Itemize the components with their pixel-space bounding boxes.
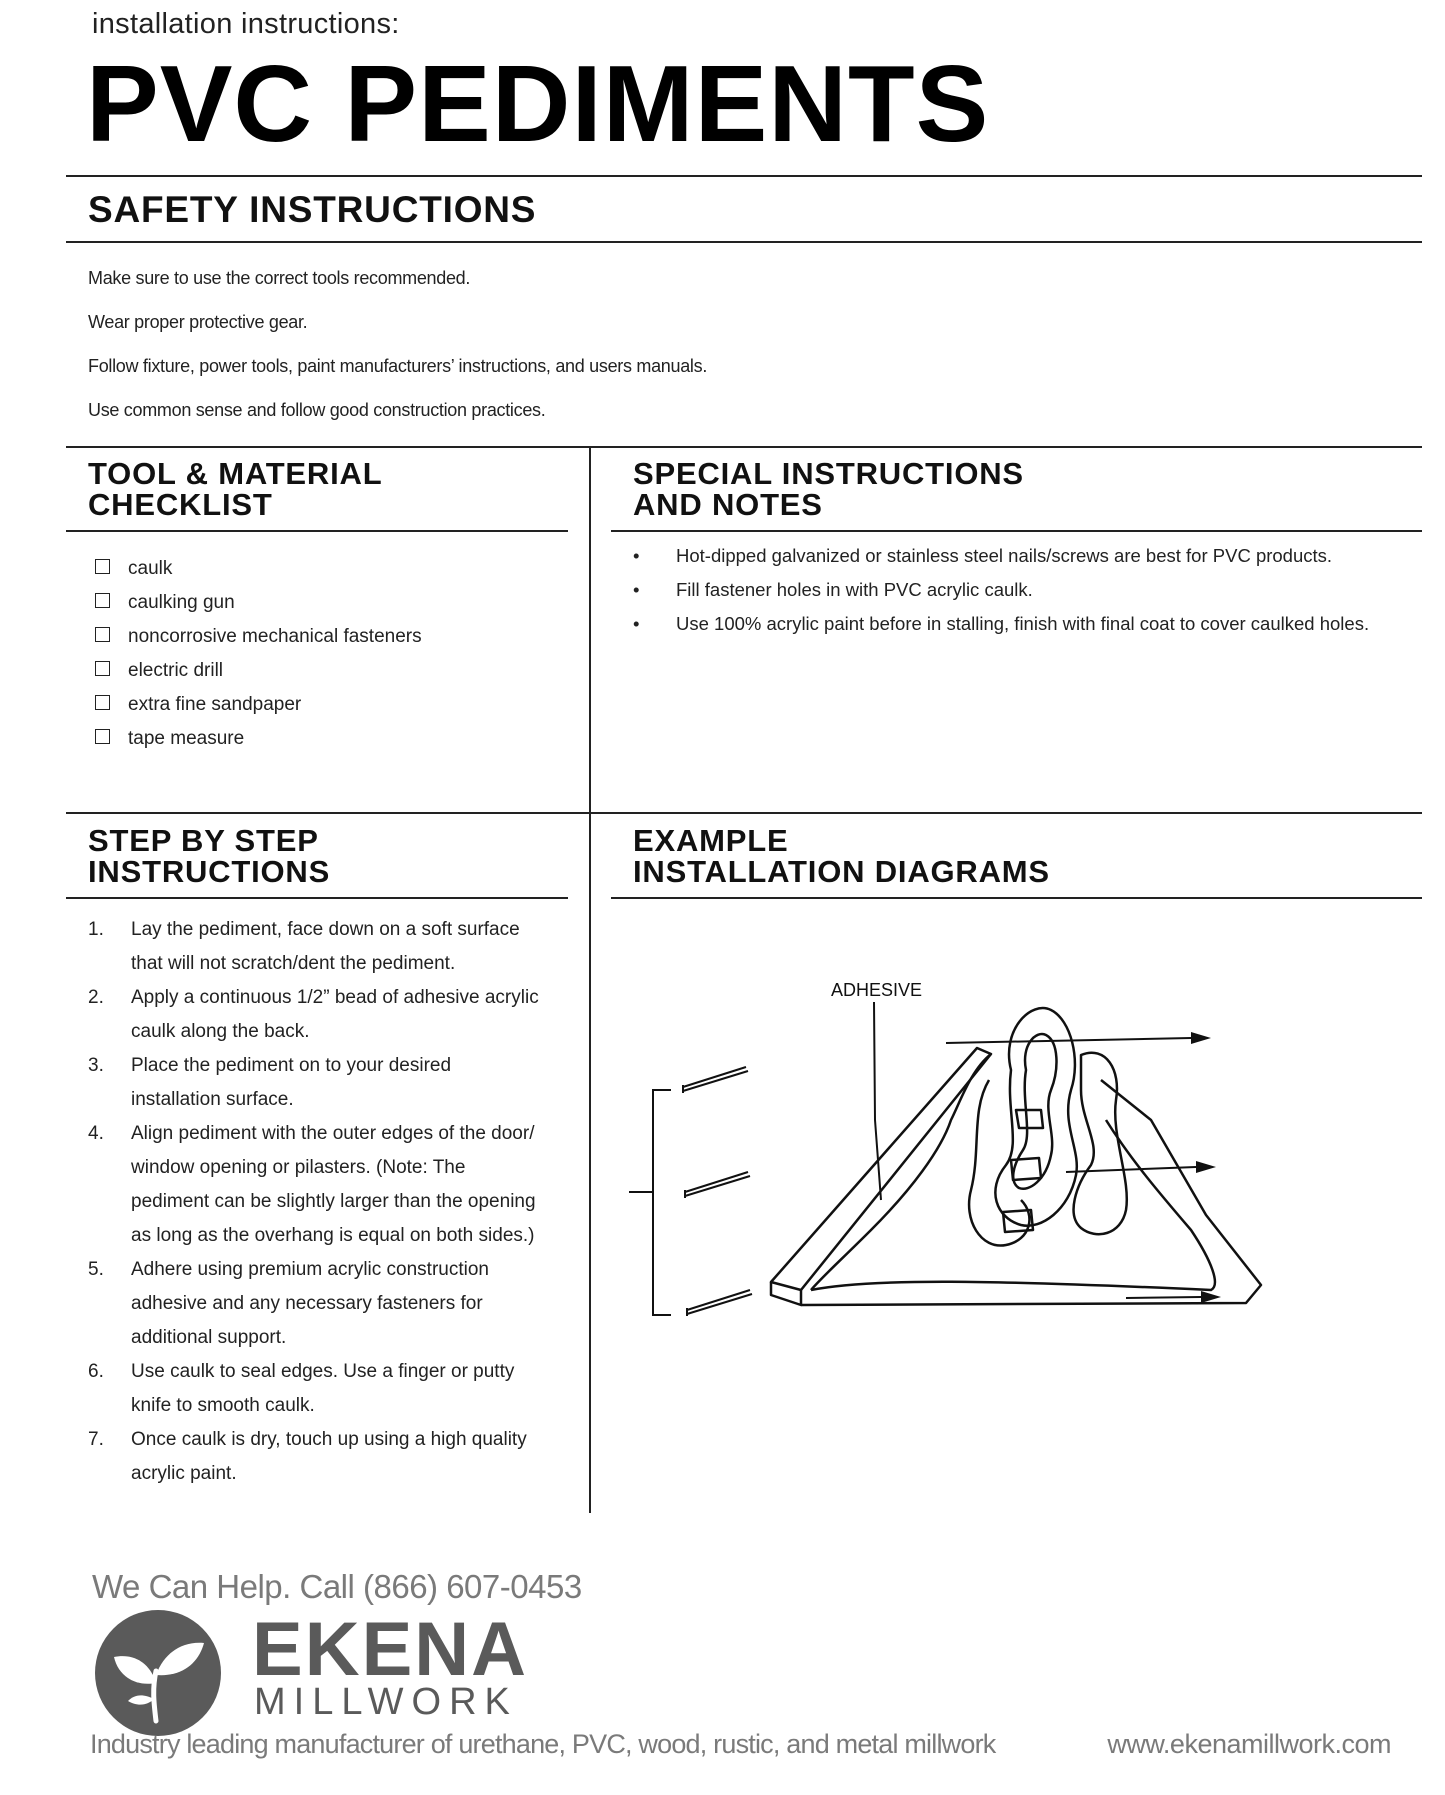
- checkbox-icon[interactable]: [95, 695, 110, 710]
- step-line: acrylic paint.: [131, 1463, 237, 1484]
- document-subtitle: installation instructions:: [92, 8, 400, 40]
- step-line: Use caulk to seal edges. Use a finger or putty: [131, 1361, 515, 1382]
- checklist-item: [95, 558, 172, 580]
- step-line: Apply a continuous 1/2” bead of adhesive acrylic: [131, 987, 539, 1008]
- spacing-bracket: [653, 1090, 671, 1315]
- divider-steps: [66, 897, 568, 899]
- checklist-item-label: electric drill: [128, 660, 224, 681]
- checklist-heading-line2: CHECKLIST: [88, 487, 273, 522]
- column-divider: [589, 446, 591, 1513]
- step-line: Once caulk is dry, touch up using a high quality: [131, 1429, 527, 1450]
- note-item: [633, 545, 1413, 569]
- step-number: 2.: [88, 987, 104, 1008]
- bullet-icon: •: [633, 579, 640, 600]
- arrow-right-icon: [946, 1032, 1211, 1044]
- step-item: [88, 913, 588, 981]
- checklist-item-label: caulking gun: [128, 592, 235, 613]
- step-line: adhesive and any necessary fasteners for: [131, 1293, 483, 1314]
- step-number: 4.: [88, 1123, 104, 1144]
- steps-heading: [88, 825, 330, 887]
- checkbox-icon[interactable]: [95, 729, 110, 744]
- step-item: [88, 1253, 588, 1355]
- bullet-icon: •: [633, 613, 640, 634]
- divider-checklist: [66, 530, 568, 532]
- notes-heading: [633, 458, 1024, 520]
- note-item: [633, 579, 1413, 603]
- step-number: 6.: [88, 1361, 104, 1382]
- step-line: window opening or pilasters. (Note: The: [131, 1157, 466, 1178]
- step-line: Adhere using premium acrylic construction: [131, 1259, 489, 1280]
- checkbox-icon[interactable]: [95, 661, 110, 676]
- safety-line: Wear proper protective gear.: [88, 312, 308, 332]
- notes-heading-line2: AND NOTES: [633, 487, 823, 522]
- divider-safety: [66, 241, 1422, 243]
- nail-icon: [685, 1172, 750, 1198]
- bullet-icon: •: [633, 545, 640, 566]
- note-text: Use 100% acrylic paint before in stalling, finish with final coat to cover caulked holes.: [676, 613, 1370, 634]
- note-text: Fill fastener holes in with PVC acrylic caulk.: [676, 579, 1033, 600]
- checklist-heading-line1: TOOL & MATERIAL: [88, 456, 383, 491]
- divider-diagram: [611, 897, 1422, 899]
- step-item: [88, 1117, 588, 1253]
- checkbox-icon[interactable]: [95, 559, 110, 574]
- nail-icon: [683, 1067, 748, 1093]
- checklist-heading: [88, 458, 382, 520]
- step-line: knife to smooth caulk.: [131, 1395, 315, 1416]
- checklist-item: [95, 728, 244, 750]
- installation-diagram: [611, 960, 1391, 1340]
- checklist-item: [95, 626, 422, 648]
- safety-heading: [88, 191, 536, 228]
- checklist-item-label: tape measure: [128, 728, 245, 749]
- step-number: 1.: [88, 919, 104, 940]
- website-link[interactable]: www.ekenamillwork.com: [1107, 1729, 1391, 1759]
- step-item: [88, 981, 588, 1049]
- checkbox-icon[interactable]: [95, 627, 110, 642]
- diagram-heading: [633, 825, 1050, 887]
- safety-heading-text: SAFETY INSTRUCTIONS: [88, 189, 537, 230]
- divider-middle: [66, 446, 1422, 448]
- safety-line: Make sure to use the correct tools recommended.: [88, 268, 471, 288]
- checklist-item: [95, 592, 235, 614]
- arrow-right-icon: [1126, 1291, 1271, 1303]
- notes-heading-line1: SPECIAL INSTRUCTIONS: [633, 456, 1024, 491]
- nail-icon: [687, 1290, 752, 1316]
- help-phone[interactable]: We Can Help. Call (866) 607-0453: [92, 1568, 582, 1605]
- note-text: Hot-dipped galvanized or stainless steel nails/screws are best for PVC products.: [676, 545, 1333, 566]
- safety-line: Follow fixture, power tools, paint manufacturers’ instructions, and users manuals.: [88, 356, 708, 376]
- brand-name: EKENA: [252, 1607, 529, 1692]
- diagram-heading-line1: EXAMPLE: [633, 823, 789, 858]
- adhesive-leader-line: [874, 1002, 881, 1200]
- step-number: 7.: [88, 1429, 104, 1450]
- step-item: [88, 1423, 588, 1491]
- checklist-item-label: noncorrosive mechanical fasteners: [128, 626, 422, 647]
- company-tagline: Industry leading manufacturer of urethane, PVC, wood, rustic, and metal millwork: [90, 1729, 996, 1759]
- step-line: pediment can be slightly larger than the opening: [131, 1191, 536, 1212]
- step-item: [88, 1049, 588, 1117]
- step-line: that will not scratch/dent the pediment.: [131, 953, 456, 974]
- step-line: installation surface.: [131, 1089, 294, 1110]
- step-line: caulk along the back.: [131, 1021, 310, 1042]
- checkbox-icon[interactable]: [95, 593, 110, 608]
- checklist-item: [95, 694, 301, 716]
- checklist-item: [95, 660, 223, 682]
- step-line: Lay the pediment, face down on a soft surface: [131, 919, 520, 940]
- step-line: Align pediment with the outer edges of the door/: [131, 1123, 535, 1144]
- divider-notes: [611, 530, 1422, 532]
- pediment-shape: [771, 1008, 1261, 1305]
- checklist-item-label: extra fine sandpaper: [128, 694, 302, 715]
- note-item: [633, 613, 1413, 637]
- adhesive-label: ADHESIVE: [831, 980, 923, 1000]
- diagram-heading-line2: INSTALLATION DIAGRAMS: [633, 854, 1050, 889]
- divider-top: [66, 175, 1422, 177]
- step-line: Place the pediment on to your desired: [131, 1055, 452, 1076]
- step-line: additional support.: [131, 1327, 287, 1348]
- leaf-sprout-icon: [94, 1609, 222, 1737]
- page-title: PVC PEDIMENTS: [86, 43, 990, 165]
- step-line: as long as the overhang is equal on both sides.): [131, 1225, 535, 1246]
- step-number: 3.: [88, 1055, 104, 1076]
- brand-subtitle: MILLWORK: [254, 1681, 518, 1723]
- divider-lower: [66, 812, 1422, 814]
- safety-line: Use common sense and follow good construction practices.: [88, 400, 546, 420]
- step-item: [88, 1355, 588, 1423]
- steps-heading-line1: STEP BY STEP: [88, 823, 319, 858]
- checklist-item-label: caulk: [128, 558, 173, 579]
- steps-heading-line2: INSTRUCTIONS: [88, 854, 331, 889]
- step-number: 5.: [88, 1259, 104, 1280]
